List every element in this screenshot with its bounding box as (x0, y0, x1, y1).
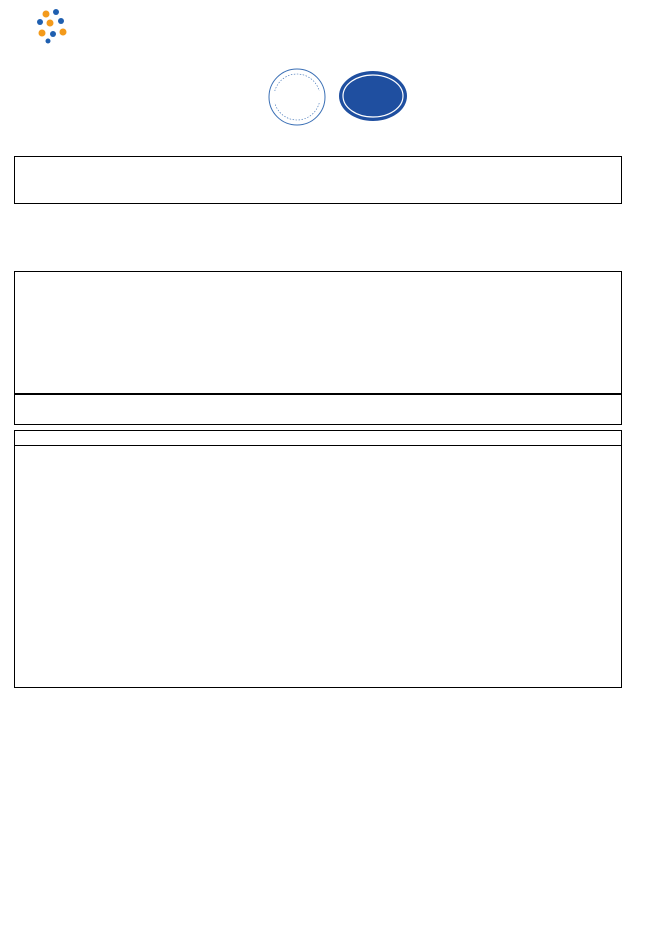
results-header-rule (14, 445, 621, 446)
cnas-logo (338, 70, 408, 122)
qr-code[interactable] (381, 811, 443, 873)
footer-contact (262, 815, 269, 830)
eurofins-logo (34, 8, 74, 44)
summary-box (14, 156, 622, 204)
sample-info-box (14, 271, 622, 395)
ilac-mra-logo (266, 67, 328, 127)
conditions-box (14, 393, 622, 425)
results-box (14, 430, 622, 688)
barcode (16, 219, 230, 255)
